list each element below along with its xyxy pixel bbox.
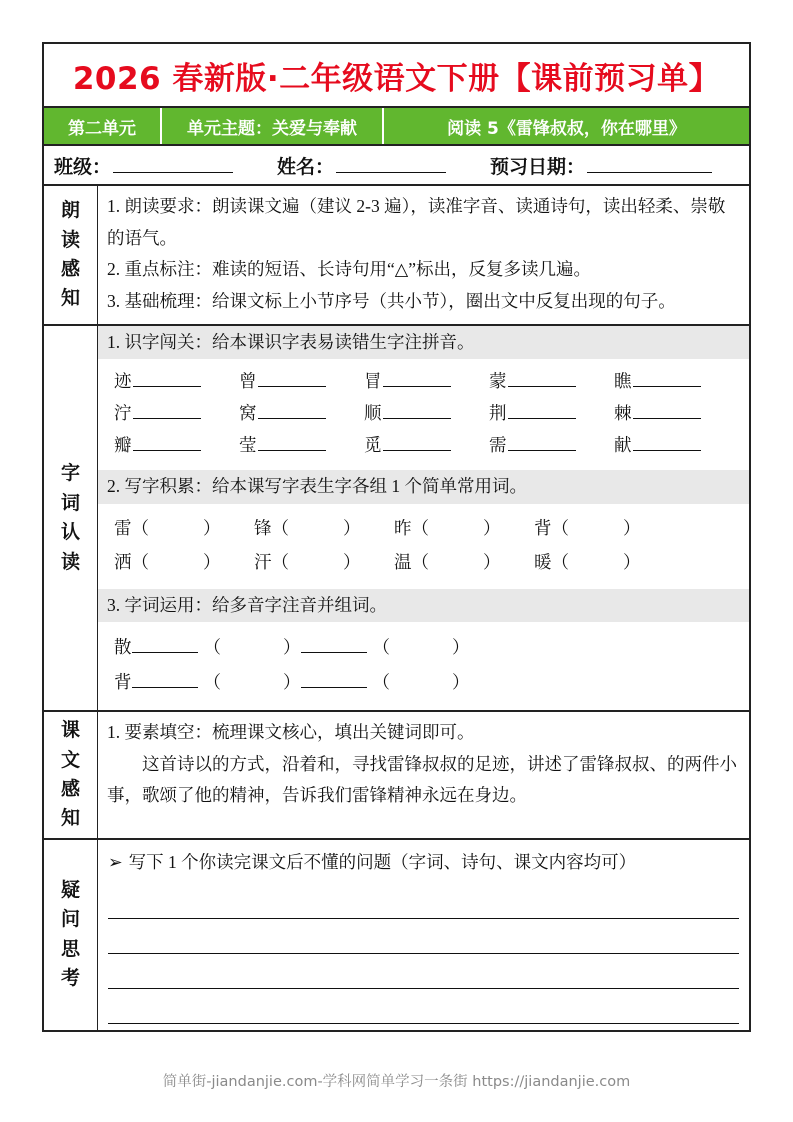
pinyin-blank[interactable] — [258, 372, 326, 387]
pinyin-cell[interactable] — [489, 400, 614, 425]
writing-line[interactable] — [108, 882, 739, 919]
section-vocabulary — [44, 326, 749, 712]
section-body-reading — [98, 186, 749, 324]
label-char: 感 — [60, 258, 80, 280]
subheading-writing-words: 2. 写字积累：给本课写字表生字各组 1 个简单常用词。 — [98, 470, 749, 503]
word-cell[interactable]: 洒（ ） — [114, 551, 221, 572]
writing-line[interactable] — [108, 919, 739, 954]
word-row — [114, 515, 743, 540]
pinyin-cell[interactable] — [364, 400, 489, 425]
writing-line[interactable] — [108, 989, 739, 1024]
pinyin-cell[interactable] — [364, 368, 489, 393]
reading-task-2: 2. 重点标注：难读的短语、长诗句用“△”标出，反复多读几遍。 — [107, 259, 591, 279]
pinyin-cell[interactable] — [364, 432, 489, 457]
word-cell[interactable]: 温（ ） — [394, 551, 501, 572]
pinyin-char: 蒙 — [489, 371, 507, 392]
footer-watermark: 简单街-jiandanjie.com-学科网简单学习一条街 https://jiandanjie.com — [162, 1074, 631, 1090]
pinyin-char: 需 — [489, 435, 507, 456]
reading-task-3 — [107, 286, 740, 318]
pinyin-char: 冒 — [364, 371, 382, 392]
question-write-area — [98, 840, 749, 1030]
label-char: 知 — [60, 807, 80, 830]
pinyin-blank[interactable] — [633, 404, 701, 419]
label-char: 考 — [60, 967, 80, 990]
label-char: 感 — [60, 778, 80, 800]
pinyin-blank[interactable] — [133, 372, 201, 387]
label-char: 认 — [60, 521, 80, 544]
comprehension-body — [98, 712, 749, 819]
pinyin-cell[interactable] — [614, 432, 701, 457]
word-cell[interactable]: 锋（ ） — [254, 517, 361, 538]
label-char: 课 — [60, 719, 80, 742]
pinyin-char: 顺 — [364, 403, 382, 424]
unit-lesson: 阅读 5《雷锋叔叔，你在哪里》 — [447, 118, 686, 139]
word-cell[interactable]: 昨（ ） — [394, 517, 501, 538]
class-field[interactable] — [54, 152, 233, 179]
pinyin-char: 献 — [614, 435, 632, 456]
section-label-vocabulary — [44, 326, 98, 710]
pinyin-cell[interactable] — [114, 432, 239, 457]
label-char: 问 — [60, 908, 80, 931]
reading-task-1-rest: 遍（建议 2-3 遍），读准字音、读通诗句，读出轻柔、崇敬的语气。 — [107, 196, 726, 248]
section-label-text — [44, 712, 98, 838]
pinyin-blank[interactable] — [383, 436, 451, 451]
section-body-text — [98, 712, 749, 838]
fill-p7: 的精神，告诉我们雷锋精神永远在身边。 — [212, 785, 527, 806]
name-label: 姓名： — [277, 155, 335, 178]
pinyin-row — [114, 400, 743, 425]
label-char: 读 — [60, 228, 80, 251]
pinyin-cell[interactable] — [489, 368, 614, 393]
pinyin-cell[interactable] — [239, 400, 364, 425]
subheading-pinyin: 1. 识字闯关：给本课识字表易读错生字注拼音。 — [98, 326, 749, 359]
word-cell[interactable]: 汗（ ） — [254, 551, 361, 572]
label-char: 朗 — [60, 199, 80, 222]
arrow-bullet-icon: ➢ — [108, 851, 123, 872]
question-prompt-text: 写下 1 个你读完课文后不懂的问题（字词、诗句、课文内容均可） — [128, 851, 637, 872]
unit-bar — [44, 108, 749, 146]
fill-p3: 和 — [317, 753, 335, 774]
pinyin-blank[interactable] — [133, 436, 201, 451]
word-char: 昨 — [394, 517, 412, 538]
pinyin-char: 泞 — [114, 403, 132, 424]
word-cell[interactable]: 雷（ ） — [114, 517, 221, 538]
date-field[interactable] — [490, 152, 712, 179]
pinyin-blank[interactable] — [508, 404, 576, 419]
pinyin-char-grid — [98, 359, 749, 470]
fill-p1: 这首诗以 — [142, 753, 212, 774]
subheading-polyphone: 3. 字词运用：给多音字注音并组词。 — [98, 589, 749, 622]
reading-task-1-prefix: 1. 朗读要求：朗读课文 — [107, 196, 282, 216]
title-row — [44, 44, 749, 108]
fill-p5: 、 — [649, 753, 667, 774]
word-char: 暖 — [534, 551, 552, 572]
pinyin-char: 迹 — [114, 371, 132, 392]
comprehension-instruction: 1. 要素填空：梳理课文核心，填出关键词即可。 — [107, 722, 475, 743]
reading-task-list — [98, 186, 749, 324]
polyphone-pinyin-blank[interactable] — [132, 673, 198, 688]
pinyin-cell[interactable] — [489, 432, 614, 457]
pinyin-blank[interactable] — [133, 404, 201, 419]
section-body-questions — [98, 840, 749, 1030]
pinyin-row — [114, 368, 743, 393]
polyphone-row[interactable]: 散 （ ） （ ） — [114, 634, 743, 659]
word-char: 雷 — [114, 517, 132, 538]
fill-p6: 的两件小事，歌颂了他 — [107, 753, 737, 806]
reading-task-3-rest: 小节），圈出文中反复出现的句子。 — [404, 290, 676, 311]
label-char: 疑 — [60, 879, 80, 901]
word-cell[interactable]: 暖（ ） — [534, 551, 641, 572]
comprehension-fill-paragraph — [107, 749, 740, 812]
polyphone-pinyin-blank[interactable] — [132, 638, 198, 653]
pinyin-cell[interactable] — [114, 368, 239, 393]
section-body-vocabulary — [98, 326, 749, 710]
word-cell[interactable]: 背（ ） — [534, 517, 641, 538]
label-char: 字 — [60, 462, 80, 485]
word-char: 背 — [534, 517, 552, 538]
section-text-comprehension — [44, 712, 749, 840]
pinyin-cell[interactable] — [239, 368, 364, 393]
pinyin-char: 荆 — [489, 403, 507, 424]
word-char: 锋 — [254, 517, 272, 538]
polyphone-pinyin-blank-2[interactable] — [301, 673, 367, 688]
pinyin-char: 棘 — [614, 403, 632, 424]
word-char: 洒 — [114, 551, 132, 572]
unit-number: 第二单元 — [44, 108, 162, 144]
label-char: 知 — [60, 287, 80, 310]
pinyin-blank[interactable] — [633, 436, 701, 451]
pinyin-cell[interactable] — [239, 432, 364, 457]
label-char: 词 — [60, 491, 80, 514]
worksheet-table — [42, 42, 751, 1032]
class-blank[interactable] — [113, 157, 233, 173]
pinyin-char: 瓣 — [114, 435, 132, 456]
polyphone-grid — [98, 622, 749, 710]
unit-theme: 单元主题：关爱与奉献 — [162, 108, 384, 144]
section-questions — [44, 840, 749, 1030]
pinyin-cell[interactable] — [614, 368, 701, 393]
section-label-reading — [44, 186, 98, 324]
date-label: 预习日期： — [490, 155, 586, 178]
section-label-questions — [44, 840, 98, 1030]
polyphone-char: 散 — [114, 637, 132, 658]
word-char: 温 — [394, 551, 412, 572]
class-label: 班级： — [54, 155, 112, 178]
polyphone-row[interactable]: 背 （ ） （ ） — [114, 669, 743, 694]
pinyin-blank[interactable] — [383, 404, 451, 419]
polyphone-char: 背 — [114, 672, 132, 693]
pinyin-char: 瞧 — [614, 371, 632, 392]
pinyin-row — [114, 432, 743, 457]
pinyin-cell[interactable] — [614, 400, 701, 425]
pinyin-cell[interactable] — [114, 400, 239, 425]
student-info-row — [44, 146, 749, 186]
reading-task-3-prefix: 3. 基础梳理：给课文标上小节序号（共 — [107, 290, 405, 311]
fill-p2: 的方式，沿着 — [212, 753, 317, 774]
pinyin-char: 觅 — [364, 435, 382, 456]
pinyin-blank[interactable] — [258, 436, 326, 451]
pinyin-blank[interactable] — [508, 372, 576, 387]
pinyin-char: 曾 — [239, 371, 257, 392]
pinyin-blank[interactable] — [508, 436, 576, 451]
name-blank[interactable] — [336, 157, 446, 173]
polyphone-pinyin-blank-2[interactable] — [301, 638, 367, 653]
reading-task-1 — [107, 191, 740, 254]
fill-p4: ，寻找雷锋叔叔的足迹，讲述了雷锋叔叔 — [334, 753, 650, 774]
page-title: 2026 春新版·二年级语文下册【课前预习单】 — [72, 60, 721, 97]
word-char: 汗 — [254, 551, 272, 572]
writing-line[interactable] — [108, 954, 739, 989]
word-row — [114, 549, 743, 574]
name-field[interactable] — [277, 152, 446, 179]
label-char: 思 — [60, 937, 80, 960]
label-char: 文 — [60, 748, 80, 771]
pinyin-blank[interactable] — [258, 404, 326, 419]
date-blank[interactable] — [587, 157, 712, 173]
pinyin-blank[interactable] — [383, 372, 451, 387]
section-reading-perception — [44, 186, 749, 326]
label-char: 读 — [60, 550, 80, 573]
pinyin-char: 窝 — [239, 403, 257, 424]
pinyin-blank[interactable] — [633, 372, 701, 387]
question-prompt — [108, 844, 739, 882]
word-grid — [98, 504, 749, 589]
pinyin-char: 莹 — [239, 435, 257, 456]
